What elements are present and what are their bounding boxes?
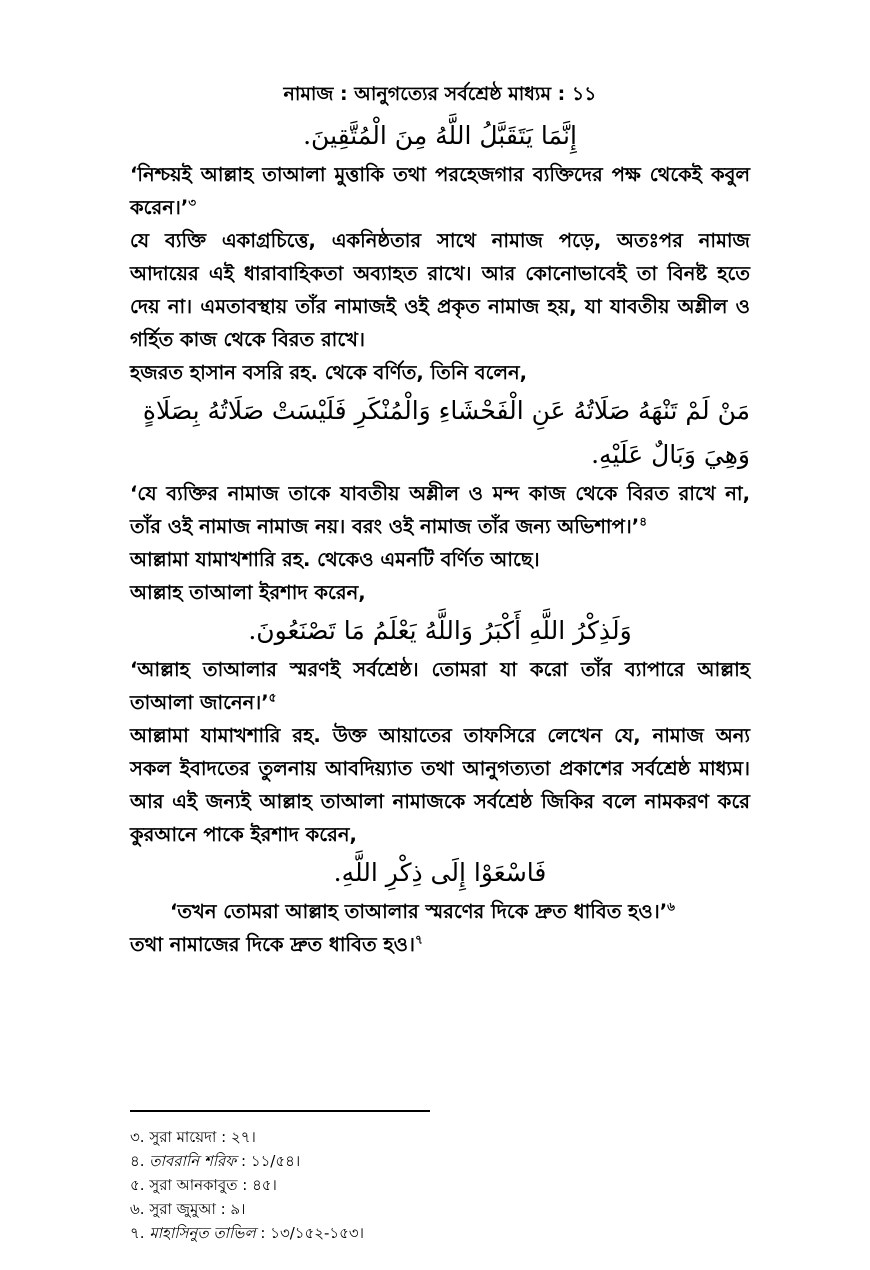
footnote xyxy=(130,1197,750,1221)
footnote-number: ৫. xyxy=(130,1176,145,1194)
translation-4-text: ‘তখন তোমরা আল্লাহ তাআলার স্মরণের দিকে দ্রুত ধাবিত হও।’ xyxy=(170,900,668,923)
footnote xyxy=(130,1149,750,1173)
footnote-source: মাহাসিনুত তাভিল xyxy=(149,1224,256,1242)
arabic-verse-4: فَاسْعَوْا إِلَى ذِكْرِ اللَّهِ. xyxy=(333,858,547,887)
footnote-location: : ২৭। xyxy=(216,1128,256,1146)
footnote-location: : ১১/৫৪। xyxy=(236,1152,301,1170)
footnote-ref-5: ৫ xyxy=(268,690,277,705)
paragraph-5: আল্লামা যামাখশারি রহ. থেকেও এমনটি বর্ণিত আছে। xyxy=(130,548,540,571)
translation-1-text: ‘নিশ্চয়ই আল্লাহ তাআলা মুত্তাকি তথা পরহেজগার ব্যক্তিদের পক্ষ থেকেই কবুল করেন।’ xyxy=(130,163,750,219)
paragraph-3: হজরত হাসান বসরি রহ. থেকে বর্ণিত, তিনি বলেন, xyxy=(130,361,528,384)
footnote-number: ৭. xyxy=(130,1224,145,1242)
arabic-verse-3: وَلَذِكْرُ اللَّهِ أَكْبَرُ وَاللَّهُ يَعْلَمُ مَا تَصْنَعُونَ. xyxy=(248,616,632,645)
footnote-source: সুরা মায়েদা xyxy=(149,1128,217,1146)
footnote-ref-4: ৪ xyxy=(639,514,647,529)
footnote-ref-7: ৭ xyxy=(414,932,423,947)
paragraph-2: যে ব্যক্তি একাগ্রচিত্তে, একনিষ্ঠতার সাথে নামাজ পড়ে, অতঃপর নামাজ আদায়ের এই ধারাবাহিকতা অব্যাহত রাখে। আর কোনোভাবেই তা বিনষ্ট হতে দেয় না। এমতাবস্থায় তাঁর নামাজই ওই প্রকৃত নামাজ হয়, যা যাবতীয় অশ্লীল ও গর্হিত কাজ থেকে বিরত রাখে। xyxy=(130,229,750,351)
running-header: নামাজ : আনুগত্যের সর্বশ্রেষ্ঠ মাধ্যম : ১১ xyxy=(283,83,597,105)
footnotes xyxy=(130,1125,750,1245)
footnote-location: : ৪৫। xyxy=(237,1176,277,1194)
footnote-number: ৬. xyxy=(130,1200,145,1218)
footnote xyxy=(130,1221,750,1245)
footnote-location: : ৯। xyxy=(215,1200,246,1218)
footnote-source: সুরা আনকাবুত xyxy=(149,1176,238,1194)
footnote-number: ৩. xyxy=(130,1128,145,1146)
footnote-divider xyxy=(130,1110,430,1112)
page-content xyxy=(130,80,750,961)
footnote-ref-6: ৬ xyxy=(667,899,675,914)
translation-1 xyxy=(130,158,750,224)
footnote-location: : ১৩/১৫২-১৫৩। xyxy=(255,1224,365,1242)
arabic-quote-2: مَنْ لَمْ تَنْهَهُ صَلَاتُهُ عَنِ الْفَحْشَاءِ وَالْمُنْكَرِ فَلَيْسَتْ صَلَاتُهُ بِصَلَاةٍ وَهِيَ وَبَالٌ عَلَيْهِ. xyxy=(142,396,750,469)
paragraph-10 xyxy=(130,928,750,961)
arabic-verse-1: إِنَّمَا يَتَقَبَّلُ اللَّهُ مِنَ الْمُتَّقِينَ. xyxy=(303,121,577,150)
footnote-ref-3: ৩ xyxy=(188,195,197,210)
translation-4 xyxy=(130,895,750,928)
translation-3-text: ‘আল্লাহ তাআলার স্মরণই সর্বশ্রেষ্ঠ। তোমরা যা করো তাঁর ব্যাপারে আল্লাহ তাআলা জানেন।’ xyxy=(130,658,750,714)
paragraph-8: আল্লামা যামাখশারি রহ. উক্ত আয়াতের তাফসিরে লেখেন যে, নামাজ অন্য সকল ইবাদতের তুলনায় আবদিয়্যাত তথা আনুগত্যতা প্রকাশের সর্বশ্রেষ্ঠ মাধ্যম। আর এই জন্যই আল্লাহ তাআলা নামাজকে সর্বশ্রেষ্ঠ জিকির বলে নামকরণ করে কুরআনে পাকে ইরশাদ করেন, xyxy=(130,724,750,846)
footnote-number: ৪. xyxy=(130,1152,145,1170)
footnote xyxy=(130,1173,750,1197)
translation-3 xyxy=(130,653,750,719)
translation-2-text: ‘যে ব্যক্তির নামাজ তাকে যাবতীয় অশ্লীল ও মন্দ কাজ থেকে বিরত রাখে না, তাঁর ওই নামাজ নামাজ নয়। বরং ওই নামাজ তাঁর জন্য অভিশাপ।’ xyxy=(130,482,750,538)
footnote xyxy=(130,1125,750,1149)
paragraph-6: আল্লাহ তাআলা ইরশাদ করেন, xyxy=(130,581,366,604)
translation-2 xyxy=(130,477,750,543)
footnote-source: সুরা জুমুআ xyxy=(149,1200,216,1218)
footnote-source: তাবরানি শরিফ xyxy=(149,1152,237,1170)
paragraph-10-text: তথা নামাজের দিকে দ্রুত ধাবিত হও। xyxy=(130,933,415,956)
